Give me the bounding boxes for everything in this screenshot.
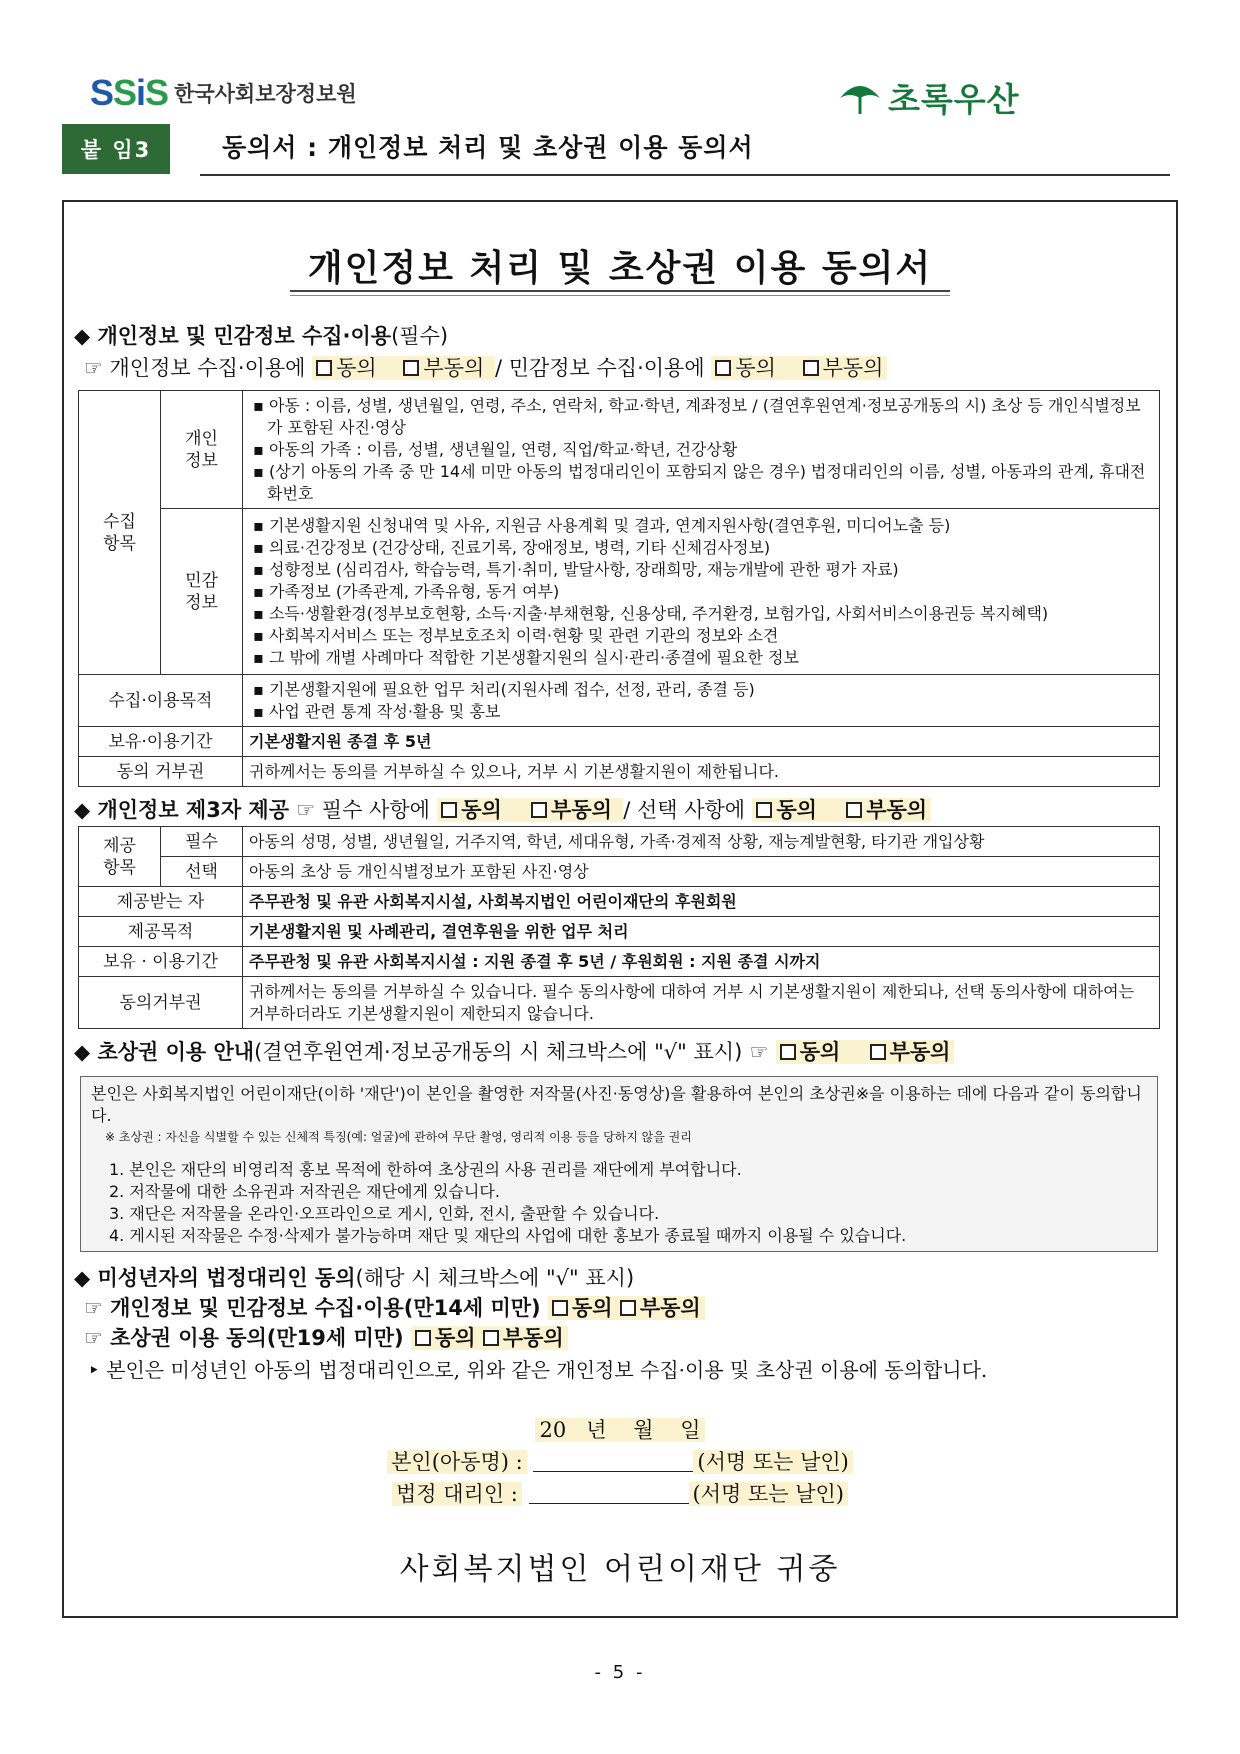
portrait-notice-box [80,1076,1158,1252]
list-item: ▪ 가족정보 (가족관계, 가족유형, 동거 여부) [249,581,1153,603]
sensitive-consent-options: 동의 부동의 [711,356,887,380]
portrait-terms-list [109,1159,1147,1247]
list-item: ▪ 아동 : 이름, 성별, 생년월일, 연령, 주소, 연락처, 학교·학년, 계좌정보 / (결연후원연계·정보공개동의 시) 초상 등 개인식별정보가 포함된 사진·영상 [249,395,1153,439]
closing-addressee: 사회복지법인 어린이재단 귀중 [399,1552,841,1587]
provide-refusal-value: 귀하께서는 동의를 거부하실 수 있습니다. 필수 동의사항에 대하여 거부 시 기본생활지원이 제한되나, 선택 동의사항에 대하여는 거부하더라도 기본생활지원이 제한되지 않습니다. [243,977,1160,1029]
purpose-cell [243,675,1160,727]
guardian-portrait-disagree-checkbox[interactable] [483,1330,499,1346]
list-item: 2. 저작물에 대한 소유권과 저작권은 재단에게 있습니다. [109,1182,500,1201]
green-org-name: 초록우산 [888,80,1020,119]
retention-label: 보유·이용기간 [79,727,243,757]
list-item: ▪ 그 밖에 개별 사례마다 적합한 기본생활지원의 실시·관리·종결에 필요한 정보 [249,647,1153,669]
guardian-personal-line: ☞ 개인정보 및 민감정보 수집·이용(만14세 미만) 동의 부동의 [84,1292,705,1322]
portrait-disagree-checkbox[interactable] [870,1044,886,1060]
optional-value: 아동의 초상 등 개인식별정보가 포함된 사진·영상 [243,857,1160,887]
portrait-agree-checkbox[interactable] [780,1044,796,1060]
collection-table [78,390,1160,787]
list-item: 1. 본인은 재단의 비영리적 홍보 목적에 한하여 초상권의 사용 권리를 재단에게 부여합니다. [109,1160,742,1179]
umbrella-icon [838,80,882,116]
list-item: ▪ 사회복지서비스 또는 정부보호조치 이력·현황 및 관련 기관의 정보와 소견 [249,625,1153,647]
sensitive-info-cell [243,509,1160,675]
list-item: ▪ 성향정보 (심리검사, 학습능력, 특기·취미, 발달사항, 장래희망, 재능개발에 관한 평가 자료) [249,559,1153,581]
list-item: ▪ 아동의 가족 : 이름, 성별, 생년월일, 연령, 직업/학교·학년, 건강상황 [249,439,1153,461]
ssis-org-name: 한국사회보장정보원 [174,82,357,106]
list-item: ▪ 기본생활지원에 필요한 업무 처리(지원사례 접수, 선정, 관리, 종결 등) [249,679,1153,701]
provide-refusal-label: 동의거부권 [79,977,243,1029]
date-line: 20 년 월 일 [0,1414,1240,1444]
optional-agree-checkbox[interactable] [756,802,772,818]
document-title: 개인정보 처리 및 초상권 이용 동의서 [307,248,933,289]
portrait-intro: 본인은 사회복지법인 어린이재단(이하 '재단')이 본인을 촬영한 저작물(사진·동영상)을 활용하여 본인의 초상권※을 이용하는 데에 다음과 같이 동의합니다. [91,1084,1142,1125]
refusal-label: 동의 거부권 [79,757,243,787]
rep-signature-line: 법정 대리인 : (서명 또는 날인) [0,1478,1240,1508]
ssis-logo-mark: SSiS [90,72,169,113]
required-agree-checkbox[interactable] [441,802,457,818]
recipient-label: 제공받는 자 [79,887,243,917]
green-umbrella-logo [838,74,1020,121]
page-header [0,0,1240,200]
guardian-personal-options: 동의 부동의 [548,1296,705,1320]
section3-heading: ◆ 초상권 이용 안내(결연후원연계·정보공개동의 시 체크박스에 "√" 표시) ☞ 동의 부동의 [74,1036,954,1066]
page-number: - 5 - [594,1662,646,1683]
section1-heading: ◆ 개인정보 및 민감정보 수집·이용(필수) [74,324,449,348]
provide-purpose-value: 기본생활지원 및 사례관리, 결연후원을 위한 업무 처리 [243,917,1160,947]
header-divider [200,174,1170,176]
optional-disagree-checkbox[interactable] [846,802,862,818]
collect-items-label: 수집 항목 [79,391,161,675]
provide-items-label: 제공 항목 [79,827,161,887]
list-item: 4. 게시된 저작물은 수정·삭제가 불가능하며 재단 및 재단의 사업에 대한 홍보가 종료될 때까지 이용될 수 있습니다. [109,1226,907,1245]
required-label: 필수 [161,827,243,857]
portrait-footnote: ※ 초상권 : 자신을 식별할 수 있는 신체적 특징(예: 얼굴)에 관하여 무단 촬영, 영리적 이용 등을 당하지 않을 권리 [105,1130,692,1144]
personal-info-list [249,395,1153,505]
sensitive-agree-checkbox[interactable] [715,360,731,376]
provide-retention-value: 주무관청 및 유관 사회복지시설 : 지원 종결 후 5년 / 후원회원 : 지원 종결 시까지 [243,947,1160,977]
rep-signature-field[interactable] [529,1484,689,1504]
refusal-value: 귀하께서는 동의를 거부하실 수 있으나, 거부 시 기본생활지원이 제한됩니다. [243,757,1160,787]
optional-consent-options: 동의 부동의 [752,798,931,822]
personal-agree-checkbox[interactable] [316,360,332,376]
guardian-portrait-options: 동의 부동의 [411,1326,568,1350]
personal-consent-options: 동의 부동의 [312,356,495,380]
self-signature-field[interactable] [533,1452,693,1472]
list-item: 3. 재단은 저작물을 온라인·오프라인으로 게시, 인화, 전시, 출판할 수 있습니다. [109,1204,660,1223]
list-item: ▪ 사업 관련 통계 작성·활용 및 홍보 [249,701,1153,723]
list-item: ▪ 소득·생활환경(정부보호현황, 소득·지출·부채현황, 신용상태, 주거환경, 보험가입, 사회서비스이용권등 복지혜택) [249,603,1153,625]
purpose-label: 수집·이용목적 [79,675,243,727]
guardian-portrait-agree-checkbox[interactable] [415,1330,431,1346]
personal-info-label: 개인 정보 [161,391,243,509]
list-item: ▪ 의료·건강정보 (건강상태, 진료기록, 장애정보, 병력, 기타 신체검사정보) [249,537,1153,559]
personal-disagree-checkbox[interactable] [403,360,419,376]
list-item: ▪ 기본생활지원 신청내역 및 사유, 지원금 사용계획 및 결과, 연계지원사항(결연후원, 미디어노출 등) [249,515,1153,537]
guardian-portrait-line: ☞ 초상권 이용 동의(만19세 미만) 동의 부동의 [84,1322,568,1352]
personal-info-cell [243,391,1160,509]
attachment-tag: 붙 임3 [62,124,170,174]
recipient-value: 주무관청 및 유관 사회복지시설, 사회복지법인 어린이재단의 후원회원 [243,887,1160,917]
purpose-list [249,679,1153,723]
required-value: 아동의 성명, 성별, 생년월일, 거주지역, 학년, 세대유형, 가족·경제적 상황, 재능계발현황, 타기관 개입상황 [243,827,1160,857]
guardian-personal-agree-checkbox[interactable] [552,1300,568,1316]
required-consent-options: 동의 부동의 [437,798,623,822]
title-underline-thin [290,295,950,296]
title-underline [290,290,950,292]
section4-heading: ◆ 미성년자의 법정대리인 동의(해당 시 체크박스에 "√" 표시) [74,1266,635,1290]
self-signature-line: 본인(아동명) : (서명 또는 날인) [0,1446,1240,1476]
list-item: ▪ (상기 아동의 가족 중 만 14세 미만 아동의 법정대리인이 포함되지 않은 경우) 법정대리인의 이름, 성별, 아동과의 관계, 휴대전화번호 [249,461,1153,505]
section2-heading: ◆ 개인정보 제3자 제공 ☞ 필수 사항에 동의 부동의 / 선택 사항에 동의 부동의 [74,794,931,824]
guardian-statement: ‣ 본인은 미성년인 아동의 법정대리인으로, 위와 같은 개인정보 수집·이용 및 초상권 이용에 동의합니다. [88,1358,988,1382]
sensitive-info-label: 민감 정보 [161,509,243,675]
attachment-title: 동의서 : 개인정보 처리 및 초상권 이용 동의서 [222,133,754,162]
guardian-personal-disagree-checkbox[interactable] [620,1300,636,1316]
provide-retention-label: 보유 · 이용기간 [79,947,243,977]
provide-purpose-label: 제공목적 [79,917,243,947]
ssis-logo [90,72,357,114]
sensitive-disagree-checkbox[interactable] [803,360,819,376]
third-party-table [78,826,1160,1029]
section1-consent-line: ☞ 개인정보 수집·이용에 동의 부동의 / 민감정보 수집·이용에 동의 부동의 [84,352,887,382]
retention-value: 기본생활지원 종결 후 5년 [243,727,1160,757]
required-disagree-checkbox[interactable] [531,802,547,818]
portrait-consent-options: 동의 부동의 [776,1040,955,1064]
optional-label: 선택 [161,857,243,887]
sensitive-info-list [249,515,1153,669]
